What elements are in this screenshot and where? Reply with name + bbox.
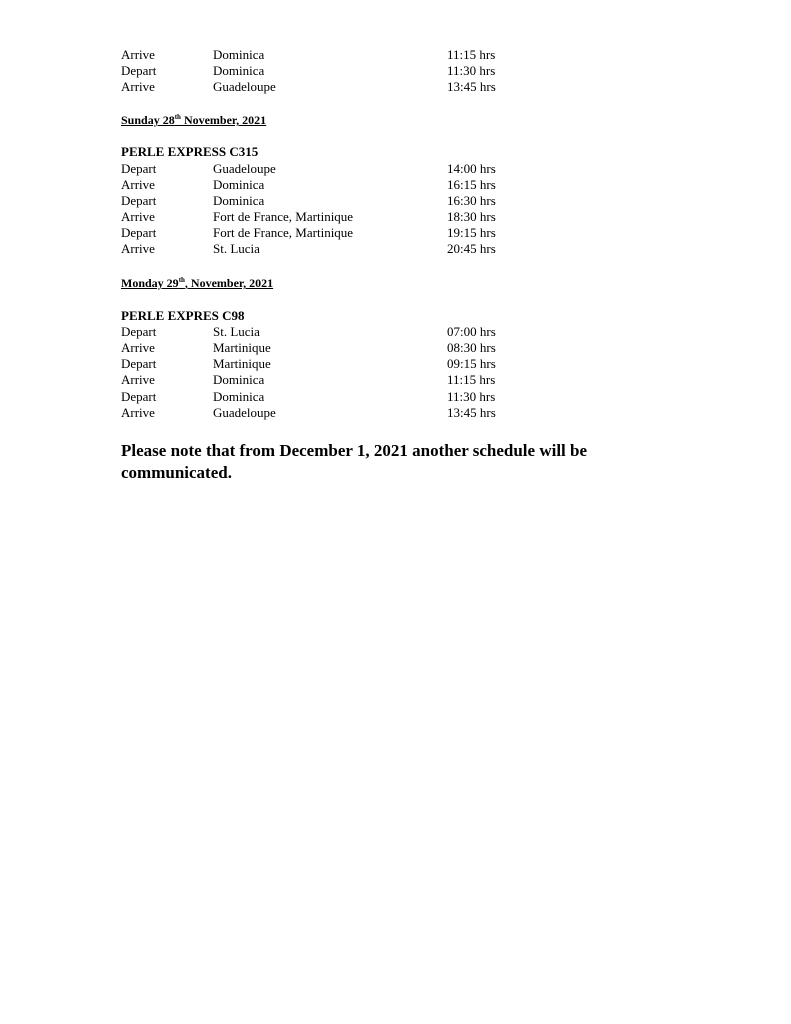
row-time: 08:30 hrs bbox=[447, 340, 496, 355]
row-action: Arrive bbox=[121, 340, 155, 355]
schedule-row bbox=[0, 47, 791, 63]
schedule-row bbox=[0, 340, 791, 356]
row-place: Dominica bbox=[213, 389, 265, 404]
row-action: Arrive bbox=[121, 79, 155, 94]
schedule-row bbox=[0, 324, 791, 340]
row-place: Fort de France, Martinique bbox=[213, 209, 354, 224]
row-action: Arrive bbox=[121, 372, 155, 387]
row-time: 13:45 hrs bbox=[447, 79, 496, 94]
schedule-row bbox=[0, 209, 791, 225]
schedule-row bbox=[0, 193, 791, 209]
row-time: 11:30 hrs bbox=[447, 389, 496, 404]
schedule-row bbox=[0, 161, 791, 177]
row-time: 16:30 hrs bbox=[447, 193, 496, 208]
row-time: 14:00 hrs bbox=[447, 161, 496, 176]
row-action: Depart bbox=[121, 225, 157, 240]
row-action: Depart bbox=[121, 356, 157, 371]
row-time: 13:45 hrs bbox=[447, 405, 496, 420]
row-place: Dominica bbox=[213, 177, 265, 192]
schedule-change-note: Please note that from December 1, 2021 another schedule will be communicated. bbox=[121, 441, 588, 482]
vessel-name-sunday: PERLE EXPRESS C315 bbox=[121, 144, 259, 159]
row-place: Guadeloupe bbox=[213, 161, 276, 176]
date-heading-day: Monday 29 bbox=[121, 276, 179, 290]
row-action: Depart bbox=[121, 63, 157, 78]
row-place: Martinique bbox=[213, 340, 271, 355]
row-time: 20:45 hrs bbox=[447, 241, 496, 256]
schedule-row bbox=[0, 225, 791, 241]
row-action: Arrive bbox=[121, 177, 155, 192]
row-time: 07:00 hrs bbox=[447, 324, 496, 339]
row-action: Depart bbox=[121, 161, 157, 176]
row-action: Arrive bbox=[121, 209, 155, 224]
schedule-row bbox=[0, 356, 791, 372]
row-place: St. Lucia bbox=[213, 241, 260, 256]
schedule-row bbox=[0, 389, 791, 405]
date-heading-rest: November, 2021 bbox=[180, 113, 267, 127]
schedule-row bbox=[0, 177, 791, 193]
row-place: Guadeloupe bbox=[213, 79, 276, 94]
row-place: Dominica bbox=[213, 47, 265, 62]
row-action: Depart bbox=[121, 389, 157, 404]
row-time: 11:30 hrs bbox=[447, 63, 496, 78]
row-time: 16:15 hrs bbox=[447, 177, 496, 192]
row-place: Guadeloupe bbox=[213, 405, 276, 420]
schedule-row bbox=[0, 372, 791, 388]
row-time: 11:15 hrs bbox=[447, 47, 496, 62]
schedule-row bbox=[0, 79, 791, 95]
row-time: 09:15 hrs bbox=[447, 356, 496, 371]
row-place: Dominica bbox=[213, 372, 265, 387]
row-place: Dominica bbox=[213, 193, 265, 208]
row-place: Dominica bbox=[213, 63, 265, 78]
row-action: Depart bbox=[121, 193, 157, 208]
date-heading-monday bbox=[121, 275, 273, 291]
row-place: Fort de France, Martinique bbox=[213, 225, 354, 240]
row-time: 19:15 hrs bbox=[447, 225, 496, 240]
date-heading-day: Sunday 28 bbox=[121, 113, 175, 127]
schedule-row bbox=[0, 63, 791, 79]
row-place: St. Lucia bbox=[213, 324, 260, 339]
row-action: Arrive bbox=[121, 405, 155, 420]
row-action: Depart bbox=[121, 324, 157, 339]
vessel-name-monday: PERLE EXPRES C98 bbox=[121, 308, 245, 323]
date-heading-rest: , November, 2021 bbox=[184, 276, 274, 290]
row-action: Arrive bbox=[121, 47, 155, 62]
date-heading-ordinal: th bbox=[174, 113, 181, 121]
row-place: Martinique bbox=[213, 356, 271, 371]
date-heading-sunday bbox=[121, 112, 266, 128]
schedule-row bbox=[0, 241, 791, 257]
row-action: Arrive bbox=[121, 241, 155, 256]
date-heading-ordinal: th bbox=[178, 276, 185, 284]
row-time: 11:15 hrs bbox=[447, 372, 496, 387]
row-time: 18:30 hrs bbox=[447, 209, 496, 224]
schedule-row bbox=[0, 405, 791, 421]
